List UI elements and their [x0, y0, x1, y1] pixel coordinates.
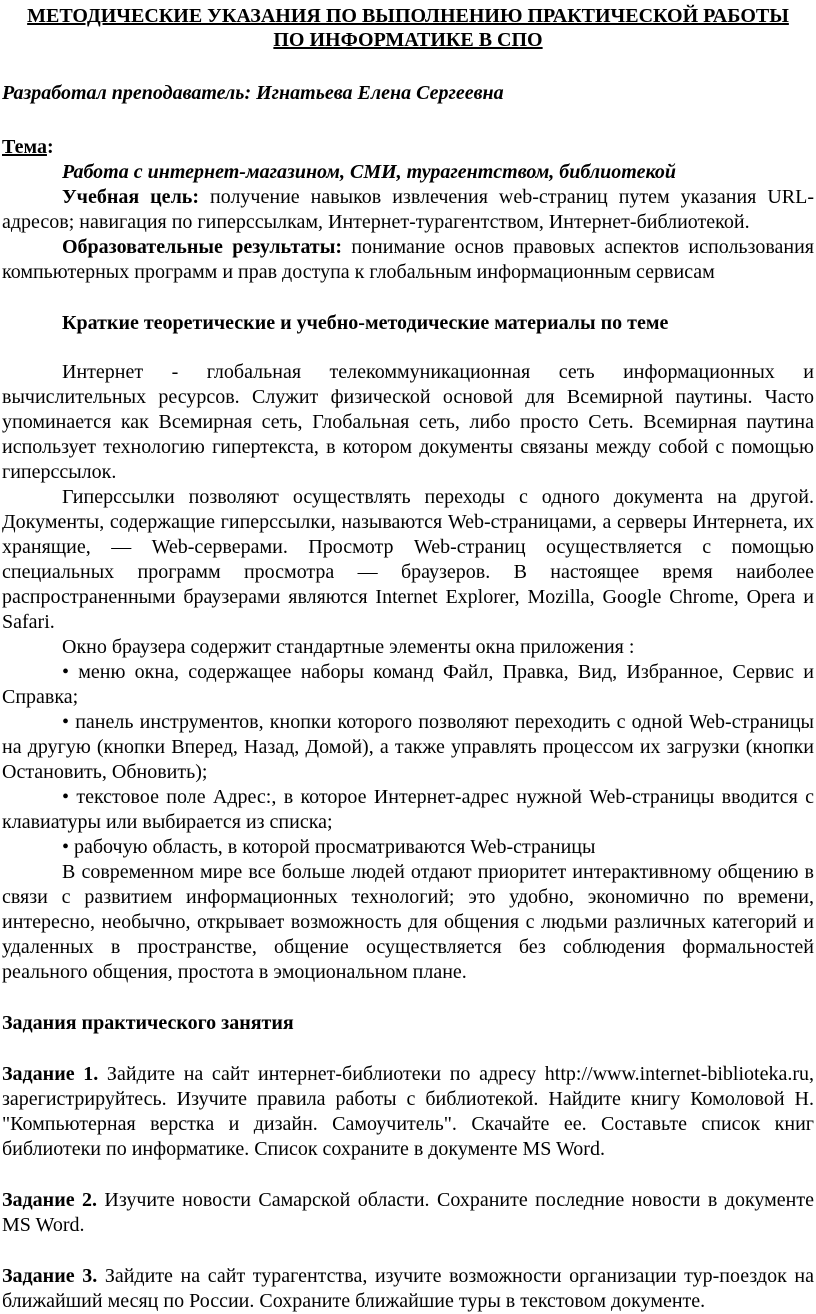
task-2-label: Задание 2.: [2, 1189, 98, 1211]
results-text: понимание основ правовых аспектов использования компьютерных программ и прав доступа к глобальным информационным сервисам: [2, 236, 814, 283]
author-line: Разработал преподаватель: Игнатьева Елена Сергеевна: [2, 82, 504, 104]
document-title-line-2: ПО ИНФОРМАТИКЕ В СПО: [273, 29, 543, 51]
topic-label-text: Тема: [2, 136, 47, 158]
topic-label-colon: :: [46, 136, 54, 158]
task-3: [2, 1264, 814, 1314]
topic-text: Работа с интернет-магазином, СМИ, турагентством, библиотекой: [62, 161, 676, 183]
task-1: [2, 1062, 814, 1162]
list-item-work-area: • рабочую область, в которой просматриваются Web-страницы: [62, 836, 596, 858]
document-title-line-1: МЕТОДИЧЕСКИЕ УКАЗАНИЯ ПО ВЫПОЛНЕНИЮ ПРАКТИЧЕСКОЙ РАБОТЫ: [27, 5, 789, 27]
topic-label: [2, 135, 814, 160]
learning-goal-text: получение навыков извлечения web-страниц путем указания URL-адресов; навигация по гиперссылкам, Интернет-турагентством, Интернет-библиотекой.: [2, 186, 814, 233]
list-item-toolbar: • панель инструментов, кнопки которого позволяют переходить с одной Web-страницы на другую (кнопки Вперед, Назад, Домой), а также управлять процессом их загрузки (кнопки Остановить, Обновить);: [2, 711, 814, 783]
list-item-address-field: • текстовое поле Адрес:, в которое Интернет-адрес нужной Web-страницы вводится с клавиатуры или выбирается из списка;: [2, 786, 814, 833]
theory-paragraph-communication: В современном мире все больше людей отдают приоритет интерактивному общению в связи с развитием информационных технологий; это удобно, экономично по времени, интересно, необычно, открывает возможность для общения с людьми различных категорий и удаленных в пространстве, общение осуществляется без соблюдения формальностей реального общения, простота в эмоциональном плане.: [2, 861, 814, 983]
learning-goal-label: Учебная цель:: [62, 186, 200, 208]
results-paragraph: [2, 235, 814, 285]
task-3-label: Задание 3.: [2, 1265, 98, 1287]
task-1-text: Зайдите на сайт интернет-библиотеки по адресу http://www.internet-biblioteka.ru, зарегистрируйтесь. Изучите правила работы с библиотекой. Найдите книгу Комоловой Н. "Компьютерная верстка и дизайн. Самоучитель". Скачайте ее. Составьте список книг библиотеки по информатике. Список сохраните в документе MS Word.: [2, 1063, 814, 1160]
results-label: Образовательные результаты:: [62, 236, 343, 258]
theory-paragraph-browser-window: Окно браузера содержит стандартные элементы окна приложения :: [62, 636, 635, 658]
list-item-menu: • меню окна, содержащее наборы команд Файл, Правка, Вид, Избранное, Сервис и Справка;: [2, 661, 814, 708]
task-2-text: Изучите новости Самарской области. Сохраните последние новости в документе MS Word.: [2, 1189, 814, 1236]
task-2: [2, 1188, 814, 1238]
theory-heading: Краткие теоретические и учебно-методические материалы по теме: [62, 312, 669, 334]
tasks-heading: Задания практического занятия: [2, 1012, 294, 1034]
task-3-text: Зайдите на сайт турагентства, изучите возможности организации тур-поездок на ближайший месяц по России. Сохраните ближайшие туры в текстовом документе.: [2, 1265, 814, 1312]
task-1-label: Задание 1.: [2, 1063, 99, 1085]
theory-paragraph-hyperlinks: Гиперссылки позволяют осуществлять переходы с одного документа на другой. Документы, содержащие гиперссылки, называются Web-страницами, а серверы Интернета, их хранящие, — Web-серверами. Просмотр Web-страниц осуществляется с помощью специальных программ просмотра — браузеров. В настоящее время наиболее распространенными браузерами являются Internet Explorer, Mozilla, Google Chrome, Opera и Safari.: [2, 486, 814, 633]
theory-paragraph-internet: Интернет - глобальная телекоммуникационная сеть информационных и вычислительных ресурсов. Служит физической основой для Всемирной паутины. Часто упоминается как Всемирная сеть, Глобальная сеть, либо просто Сеть. Всемирная паутина использует технологию гипертекста, в котором документы связаны между собой с помощью гиперссылок.: [2, 361, 814, 483]
learning-goal-paragraph: [2, 185, 814, 235]
